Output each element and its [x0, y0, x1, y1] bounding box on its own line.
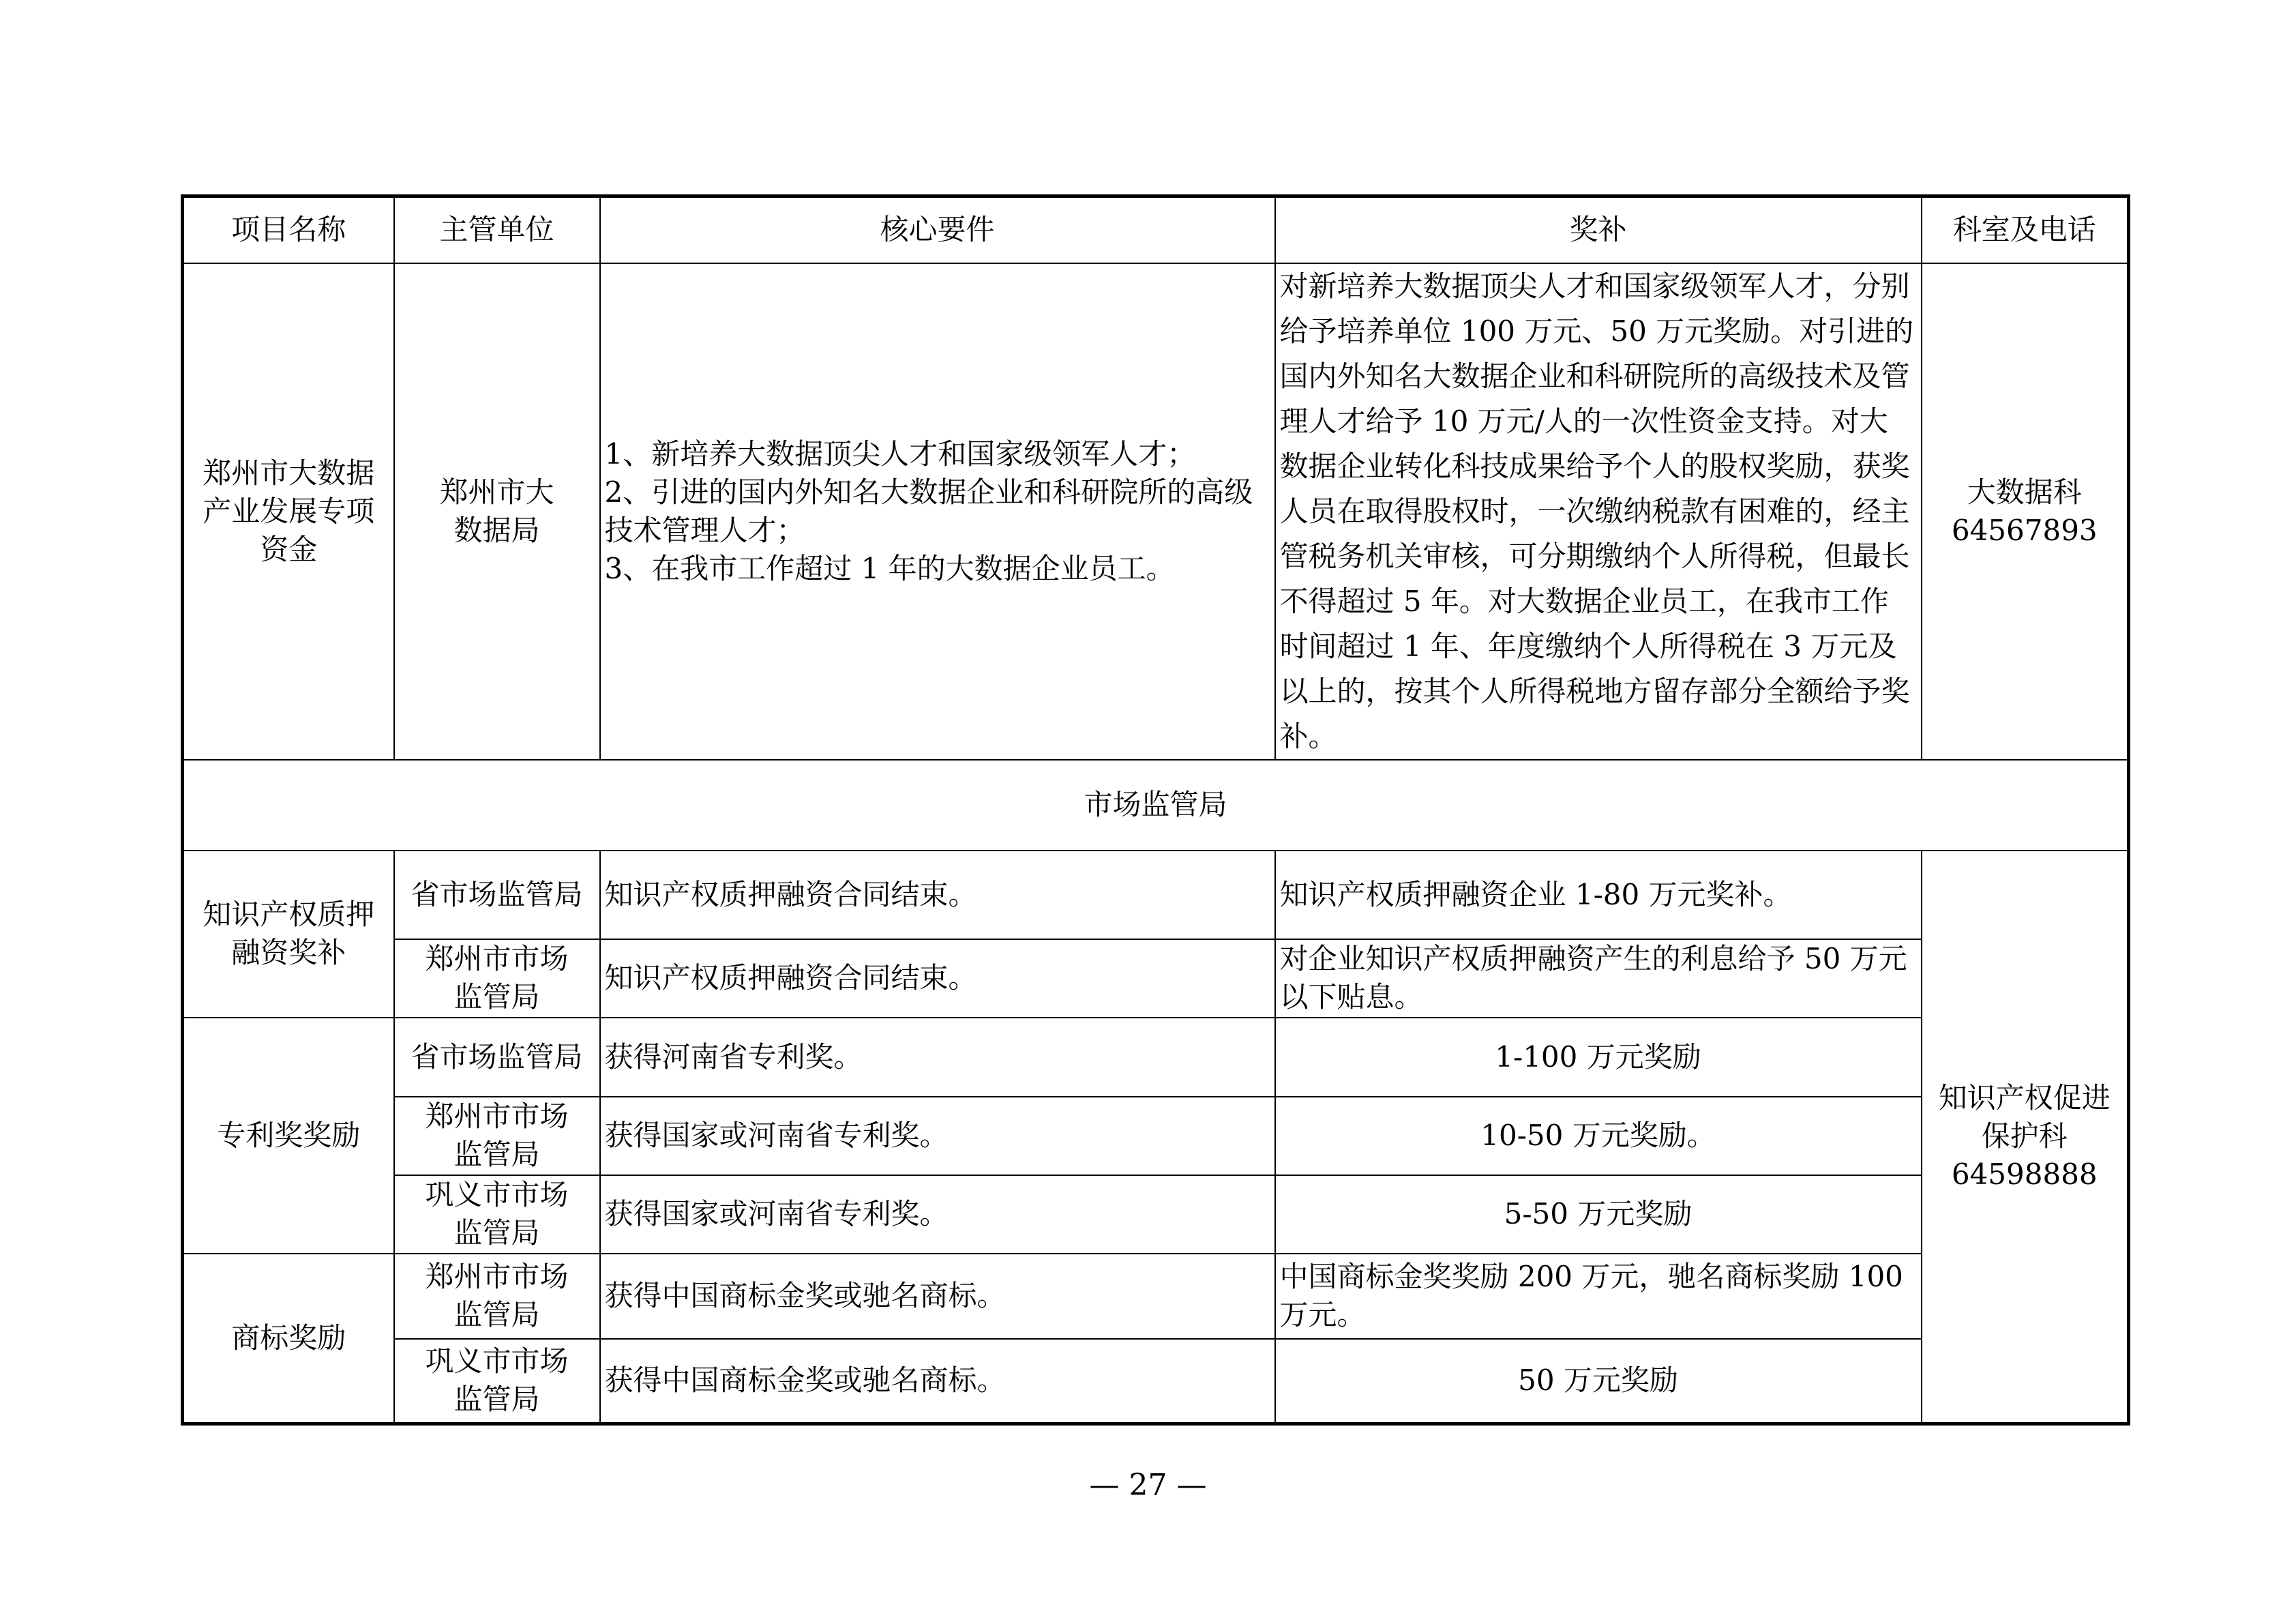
reward-cell: 中国商标金奖奖励 200 万元，驰名商标奖励 100 万元。	[1275, 1254, 1922, 1339]
table-row	[183, 1339, 2129, 1424]
unit-cell: 郑州市市场监管局	[394, 939, 600, 1018]
reward-cell: 1-100 万元奖励	[1275, 1018, 1922, 1097]
header-unit: 主管单位	[394, 196, 600, 263]
requirement-item: 2、引进的国内外知名大数据企业和科研院所的高级技术管理人才；	[604, 475, 1253, 547]
reward-cell: 10-50 万元奖励。	[1275, 1097, 1922, 1175]
table-row	[183, 1018, 2129, 1097]
requirements-cell: 获得中国商标金奖或驰名商标。	[600, 1254, 1275, 1339]
unit-cell: 省市场监管局	[394, 851, 600, 939]
project-name-cell: 商标奖励	[183, 1254, 394, 1424]
header-project-name: 项目名称	[183, 196, 394, 263]
project-name-cell: 郑州市大数据产业发展专项资金	[183, 263, 394, 760]
header-office-phone: 科室及电话	[1922, 196, 2129, 263]
unit-cell: 省市场监管局	[394, 1018, 600, 1097]
table-row	[183, 939, 2129, 1018]
reward-cell: 知识产权质押融资企业 1-80 万元奖补。	[1275, 851, 1922, 939]
unit-cell: 郑州市市场监管局	[394, 1254, 600, 1339]
unit-cell: 巩义市市场监管局	[394, 1175, 600, 1254]
unit-cell: 郑州市大数据局	[394, 263, 600, 760]
office-phone: 64567893	[1951, 513, 2098, 547]
requirement-item: 1、新培养大数据顶尖人才和国家级领军人才；	[604, 437, 1196, 471]
section-row	[183, 760, 2129, 851]
requirements-cell: 知识产权质押融资合同结束。	[600, 851, 1275, 939]
policy-table	[181, 194, 2130, 1426]
table-row	[183, 851, 2129, 939]
requirements-cell: 获得河南省专利奖。	[600, 1018, 1275, 1097]
office-phone-cell	[1922, 851, 2129, 1424]
requirement-item: 3、在我市工作超过 1 年的大数据企业员工。	[604, 551, 1175, 585]
requirements-cell	[600, 263, 1275, 760]
header-reward: 奖补	[1275, 196, 1922, 263]
office-phone: 64598888	[1951, 1157, 2098, 1192]
table-row	[183, 263, 2129, 760]
header-requirements: 核心要件	[600, 196, 1275, 263]
page-number: — 27 —	[1089, 1468, 1207, 1503]
project-name-cell: 专利奖奖励	[183, 1018, 394, 1254]
reward-cell: 5-50 万元奖励	[1275, 1175, 1922, 1254]
table-header-row	[183, 196, 2129, 263]
requirements-cell: 获得中国商标金奖或驰名商标。	[600, 1339, 1275, 1424]
section-title: 市场监管局	[183, 760, 2129, 851]
table-row	[183, 1254, 2129, 1339]
unit-cell: 巩义市市场监管局	[394, 1339, 600, 1424]
requirements-cell: 获得国家或河南省专利奖。	[600, 1175, 1275, 1254]
requirements-cell: 获得国家或河南省专利奖。	[600, 1097, 1275, 1175]
unit-cell: 郑州市市场监管局	[394, 1097, 600, 1175]
requirements-cell: 知识产权质押融资合同结束。	[600, 939, 1275, 1018]
table-row	[183, 1097, 2129, 1175]
reward-cell: 对新培养大数据顶尖人才和国家级领军人才，分别给予培养单位 100 万元、50 万元奖励。对引进的国内外知名大数据企业和科研院所的高级技术及管理人才给予 10 万元/人的一次性资金支持。对大数据企业转化科技成果给予个人的股权奖励，获奖人员在取得股权时，一次缴纳税款有困难的，经主管税务机关审核，可分期缴纳个人所得税，但最长不得超过 5 年。对大数据企业员工，在我市工作时间超过 1 年、年度缴纳个人所得税在 3 万元及以上的，按其个人所得税地方留存部分全额给予奖补。	[1275, 263, 1922, 760]
office-name: 知识产权促进保护科	[1938, 1081, 2111, 1153]
office-phone-cell	[1922, 263, 2129, 760]
reward-cell: 对企业知识产权质押融资产生的利息给予 50 万元以下贴息。	[1275, 939, 1922, 1018]
office-name: 大数据科	[1967, 475, 2082, 509]
table-row	[183, 1175, 2129, 1254]
project-name-cell: 知识产权质押融资奖补	[183, 851, 394, 1018]
reward-cell: 50 万元奖励	[1275, 1339, 1922, 1424]
